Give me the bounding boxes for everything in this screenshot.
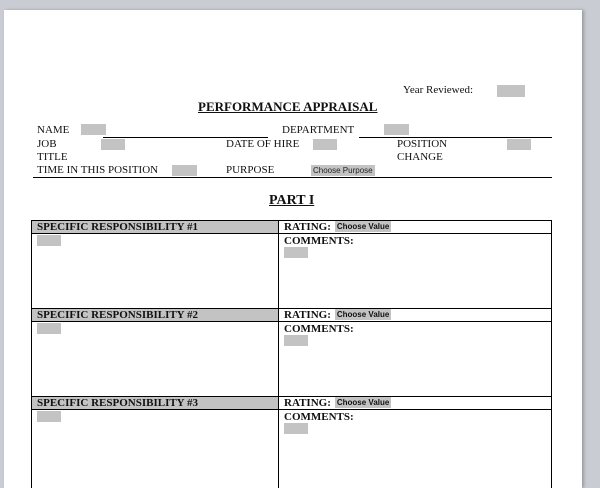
rating-3-dropdown[interactable]: Choose Value	[336, 398, 390, 407]
responsibility-1-body-row	[32, 234, 552, 309]
form-title: PERFORMANCE APPRAISAL	[198, 99, 378, 114]
date-of-hire-label: DATE OF HIRE	[226, 138, 300, 150]
responsibility-2-body-row	[32, 322, 552, 397]
position-change-label: CHANGE	[397, 151, 443, 163]
date-of-hire-field[interactable]	[313, 139, 337, 150]
time-in-position-label: TIME IN THIS POSITION	[37, 164, 159, 176]
responsibilities-table	[31, 220, 552, 488]
rating-2-dropdown[interactable]: Choose Value	[336, 310, 390, 319]
header-bottom-rule	[33, 177, 552, 178]
responsibility-2-header-row	[32, 309, 552, 322]
rating-label: RATING:	[284, 221, 331, 233]
responsibility-3-header-row	[32, 397, 552, 410]
job-title-field[interactable]	[101, 139, 125, 150]
department-label: DEPARTMENT	[282, 124, 355, 136]
department-field[interactable]	[384, 124, 409, 135]
responsibility-1-comments-cell[interactable]	[279, 234, 552, 309]
job-title-label: TITLE	[37, 151, 68, 163]
time-in-position-field[interactable]	[172, 165, 197, 176]
job-label: JOB	[37, 138, 57, 150]
responsibility-2-rating-cell	[279, 309, 552, 322]
responsibility-3-label: SPECIFIC RESPONSIBILITY #3	[32, 397, 279, 410]
responsibility-1-rating-cell	[279, 221, 552, 234]
comments-label: COMMENTS:	[284, 411, 354, 423]
responsibility-2-label: SPECIFIC RESPONSIBILITY #2	[32, 309, 279, 322]
responsibility-3-description-cell[interactable]	[32, 410, 279, 488]
responsibility-3-field[interactable]	[37, 411, 61, 422]
responsibility-2-description-cell[interactable]	[32, 322, 279, 397]
year-reviewed-label: Year Reviewed:	[403, 84, 474, 96]
document-page	[4, 10, 582, 488]
responsibility-3-rating-cell	[279, 397, 552, 410]
comments-1-field[interactable]	[284, 247, 308, 258]
name-field[interactable]	[81, 124, 106, 135]
responsibility-1-description-cell[interactable]	[32, 234, 279, 309]
rating-label: RATING:	[284, 309, 331, 321]
purpose-label: PURPOSE	[226, 164, 275, 176]
comments-2-field[interactable]	[284, 335, 308, 346]
rating-1-dropdown[interactable]: Choose Value	[336, 222, 390, 231]
name-label: NAME	[37, 124, 70, 136]
part-heading: PART I	[269, 193, 315, 208]
comments-3-field[interactable]	[284, 423, 308, 434]
responsibility-1-label: SPECIFIC RESPONSIBILITY #1	[32, 221, 279, 234]
position-label: POSITION	[397, 138, 448, 150]
comments-label: COMMENTS:	[284, 235, 354, 247]
year-reviewed-field[interactable]	[497, 85, 525, 97]
responsibility-3-body-row	[32, 410, 552, 488]
department-underline	[359, 137, 552, 138]
position-change-field[interactable]	[507, 139, 531, 150]
rating-label: RATING:	[284, 397, 331, 409]
responsibility-1-field[interactable]	[37, 235, 61, 246]
responsibility-2-field[interactable]	[37, 323, 61, 334]
responsibility-2-comments-cell[interactable]	[279, 322, 552, 397]
responsibility-1-header-row	[32, 221, 552, 234]
responsibility-3-comments-cell[interactable]	[279, 410, 552, 488]
purpose-dropdown[interactable]: Choose Purpose	[313, 166, 373, 175]
comments-label: COMMENTS:	[284, 323, 354, 335]
